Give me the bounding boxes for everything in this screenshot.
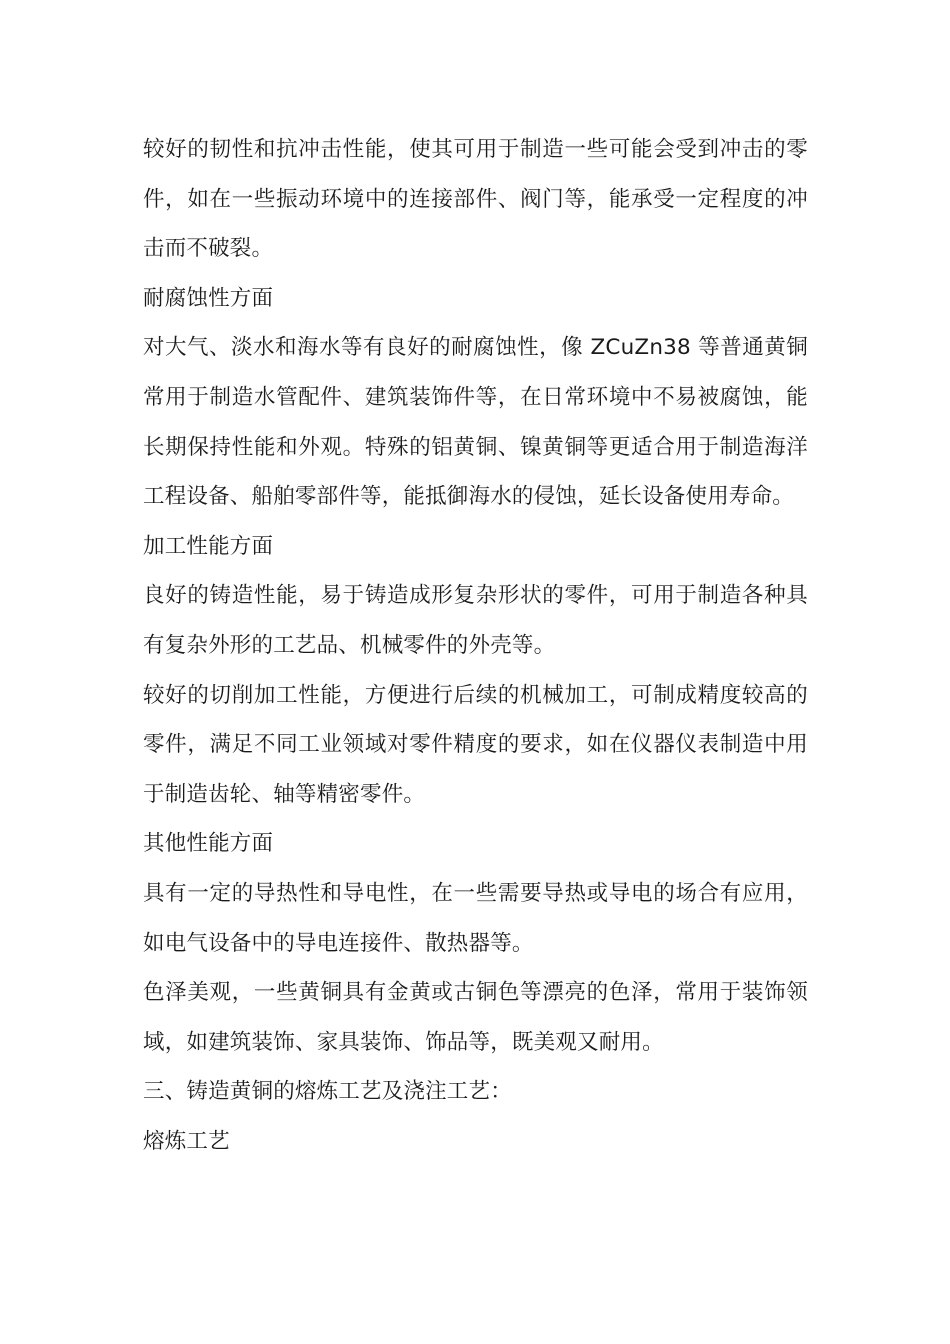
paragraph-cutting-performance: 较好的切削加工性能，方便进行后续的机械加工，可制成精度较高的零件，满足不同工业领域对零件精度的要求，如在仪器仪表制造中用于制造齿轮、轴等精密零件。 [143,682,808,807]
paragraph-impact-toughness: 较好的韧性和抗冲击性能，使其可用于制造一些可能会受到冲击的零件，如在一些振动环境中的连接部件、阀门等，能承受一定程度的冲击而不破裂。 [143,137,808,262]
heading-other-properties: 其他性能方面 [143,831,274,857]
document-body [143,125,808,1166]
heading-corrosion-resistance: 耐腐蚀性方面 [143,285,274,311]
heading-machinability: 加工性能方面 [143,533,274,559]
paragraph-corrosion-resistance: 对大气、淡水和海水等有良好的耐腐蚀性，像 ZCuZn38 等普通黄铜常用于制造水管配件、建筑装饰件等，在日常环境中不易被腐蚀，能长期保持性能和外观。特殊的铝黄铜、镍黄铜等更适合用于制造海洋工程设备、船舶零部件等，能抵御海水的侵蚀，延长设备使用寿命。 [143,335,808,510]
paragraph-appearance: 色泽美观，一些黄铜具有金黄或古铜色等漂亮的色泽，常用于装饰领域，如建筑装饰、家具装饰、饰品等，既美观又耐用。 [143,980,808,1055]
paragraph-casting-performance: 良好的铸造性能，易于铸造成形复杂形状的零件，可用于制造各种具有复杂外形的工艺品、机械零件的外壳等。 [143,583,808,658]
paragraph-conductivity: 具有一定的导热性和导电性，在一些需要导热或导电的场合有应用，如电气设备中的导电连接件、散热器等。 [143,880,808,956]
section-heading-smelting-pouring: 三、铸造黄铜的熔炼工艺及浇注工艺： [143,1079,512,1105]
heading-smelting-process: 熔炼工艺 [143,1128,230,1154]
